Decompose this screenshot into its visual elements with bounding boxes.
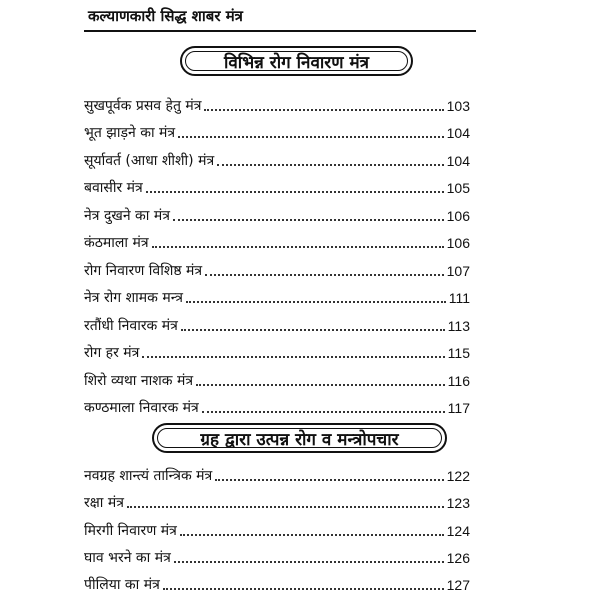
- toc-entry[interactable]: [84, 540, 470, 567]
- toc-entry-title: पीलिया का मंत्र: [84, 576, 160, 593]
- toc-list-1: [84, 87, 470, 417]
- dot-leader: [174, 561, 444, 563]
- toc-entry[interactable]: [84, 390, 470, 418]
- dot-leader: [181, 329, 445, 331]
- toc-entry-title: भूत झाड़ने का मंत्र: [84, 125, 176, 141]
- toc-entry[interactable]: [84, 170, 470, 198]
- toc-entry[interactable]: [84, 567, 470, 594]
- toc-entry[interactable]: [84, 197, 470, 225]
- dot-leader: [127, 506, 444, 508]
- toc-entry[interactable]: [84, 252, 470, 280]
- toc-entry-title: बवासीर मंत्र: [84, 180, 143, 196]
- toc-entry-page: 111: [448, 290, 470, 306]
- toc-entry-page: 104: [446, 125, 470, 141]
- dot-leader: [142, 356, 444, 358]
- toc-entry[interactable]: [84, 280, 470, 308]
- section-heading-2-text: ग्रह द्वारा उत्पन्न रोग व मन्त्रोपचार: [200, 429, 399, 450]
- toc-entry-title: सुखपूर्वक प्रसव हेतु मंत्र: [84, 97, 202, 114]
- toc-entry-title: नेत्र दुखने का मंत्र: [84, 207, 170, 224]
- toc-entry-page: 106: [446, 207, 470, 224]
- toc-entry-title: कण्ठमाला निवारक मंत्र: [84, 400, 199, 416]
- toc-entry[interactable]: [84, 87, 470, 115]
- toc-entry-page: 104: [446, 152, 470, 169]
- toc-entry[interactable]: [84, 485, 470, 512]
- toc-entry-page: 113: [447, 317, 470, 334]
- toc-entry-title: रतौंधी निवारक मंत्र: [84, 317, 178, 334]
- toc-entry[interactable]: [84, 307, 470, 335]
- toc-entry-title: मिरगी निवारण मंत्र: [84, 522, 177, 539]
- section-heading-1: [180, 46, 413, 76]
- toc-entry-page: 106: [446, 235, 470, 251]
- toc-entry-title: शिरो व्यथा नाशक मंत्र: [84, 372, 194, 389]
- toc-entry-page: 115: [447, 345, 470, 361]
- toc-entry-page: 127: [446, 576, 470, 593]
- toc-entry-title: कंठमाला मंत्र: [84, 235, 149, 251]
- toc-entry-title: नवग्रह शान्त्यं तान्त्रिक मंत्र: [84, 468, 213, 485]
- section-heading-1-text: विभिन्न रोग निवारण मंत्र: [223, 52, 370, 73]
- toc-entry-title: रोग निवारण विशिष्ठ मंत्र: [84, 262, 203, 279]
- dot-leader: [178, 136, 444, 138]
- dot-leader: [180, 534, 444, 536]
- dot-leader: [146, 191, 444, 193]
- toc-entry-page: 123: [446, 495, 470, 512]
- toc-entry[interactable]: [84, 142, 470, 170]
- toc-list-2: [84, 458, 470, 594]
- dot-leader: [217, 164, 443, 166]
- dot-leader: [163, 588, 444, 590]
- toc-entry[interactable]: [84, 115, 470, 143]
- toc-entry[interactable]: [84, 335, 470, 363]
- toc-entry-page: 117: [447, 400, 470, 416]
- dot-leader: [173, 219, 444, 221]
- toc-entry[interactable]: [84, 458, 470, 485]
- dot-leader: [202, 411, 445, 413]
- dot-leader: [196, 384, 445, 386]
- toc-entry-title: सूर्यावर्त (आधा शीशी) मंत्र: [84, 152, 215, 169]
- toc-entry-title: नेत्र रोग शामक मन्त्र: [84, 290, 184, 306]
- header-rule: [84, 30, 476, 32]
- toc-entry-title: रक्षा मंत्र: [84, 495, 124, 512]
- toc-entry-page: 122: [446, 468, 470, 485]
- toc-entry-page: 107: [446, 262, 470, 279]
- dot-leader: [186, 301, 446, 303]
- dot-leader: [152, 246, 444, 248]
- toc-entry[interactable]: [84, 225, 470, 253]
- toc-entry-page: 103: [446, 97, 470, 114]
- toc-entry[interactable]: [84, 512, 470, 539]
- toc-entry-page: 124: [446, 522, 470, 539]
- dot-leader: [205, 274, 444, 276]
- running-head: कल्याणकारी सिद्ध शाबर मंत्र: [88, 7, 243, 25]
- toc-entry-page: 126: [446, 549, 470, 566]
- toc-entry-title: घाव भरने का मंत्र: [84, 549, 171, 566]
- toc-entry-page: 116: [447, 372, 470, 389]
- toc-entry-page: 105: [446, 180, 470, 196]
- section-heading-2: [152, 423, 447, 453]
- dot-leader: [204, 109, 443, 111]
- toc-entry-title: रोग हर मंत्र: [84, 345, 140, 361]
- toc-entry[interactable]: [84, 362, 470, 390]
- dot-leader: [215, 479, 443, 481]
